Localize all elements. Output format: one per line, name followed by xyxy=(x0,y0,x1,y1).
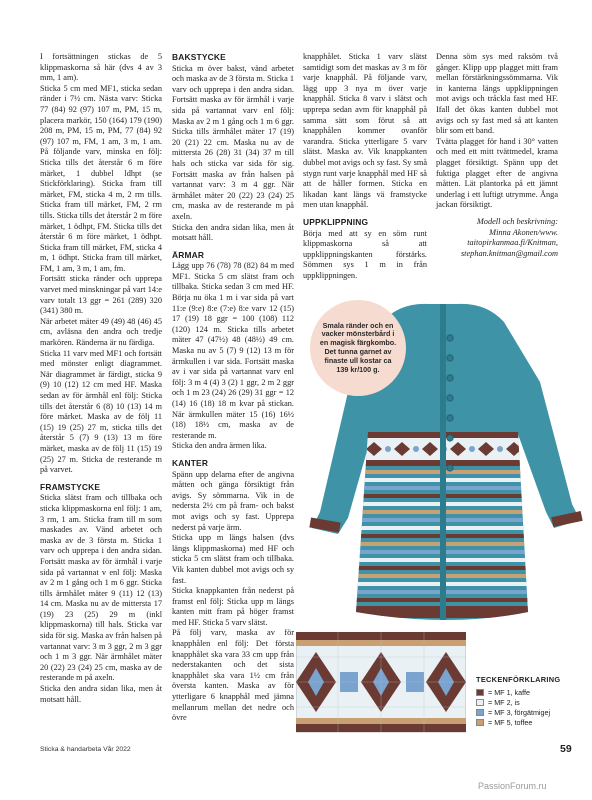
section-heading-framstycke: FRAMSTYCKE xyxy=(40,481,101,492)
swatch-mf2 xyxy=(476,699,484,706)
paragraph: På följ varv, maska av för knapphålen enl följ: Det första knapphålet ska vara 33 cm upp från nederstakanten och det sista knapphålet ska vara 1½ cm från översta kanten. Maska av för ytterligare 6 knapphål med jämna mellanrum mellan det nedre och övre xyxy=(172,628,294,723)
section-heading-bakstycke: BAKSTYCKE xyxy=(172,52,226,62)
legend-item xyxy=(476,707,568,717)
paragraph: Sticka slätst fram och tillbaka och sticka klippmaskorna enl följ: 1 am, 3 rm, 1 am. Sticka fram till m som maskades av. Vänd arbetet och maska av de 3 första m. Sticka 1 varv och upprepa i den andra sidan. Fortsätt maska av för ärmhål i varje sida på vartannat v enl följ: Maska av 2 m 1 gång och 1 m 6 ggr. Sticka tills ärmhålet mäter 9 (11) 12 (13) 14 cm. Maska nu av de mittersta 17 (19) 23 (25) 29 m (inkl klippmaskorna) till hals. Sticka var sida för sig. Maska av från halsen på vartannat varv: 3 m 3 ggr, 2 m 3 ggr och 1 m 3 ggr. När ärmhålet mäter 20 (22) 23 (24) 25 cm, maska av de resterande m på axeln. xyxy=(40,493,162,683)
paragraph: Lägg upp 76 (78) 78 (82) 84 m med MF1. Sticka 5 cm slätst fram och tillbaka. Sticka sedan 3 cm med HF. Börja nu öka 1 m i var sida på vart 11:e (9:e) 8:e (7:e) 8:e varv 12 (15) 17 (19) 18 ggr = 100 (108) 112 (120) 124 m. Sticka tills arbetet mäter 47 (47½) 48 (48½) 49 cm. Maska nu av 5 (7) 9 (12) 13 m för ärmkullen i var sida. Fortsätt maska av i var sida på vartannat varv enl följ: 3 m 4 (4) 3 (2) 1 ggr, 2 m 2 ggr och 1 m 23 (24) 26 (29) 31 ggr = 12 (14) 16 (18) 18 m kvar på stickan. När ärmkullen mäter 15 (16) 16½ (18) 18½ cm, maska av de resterande m. xyxy=(172,261,294,440)
swatch-mf3 xyxy=(476,709,484,716)
paragraph: Sticka m över bakst, vänd arbetet och maska av de 3 första m. Sticka 1 varv och upprepa i den andra sidan. Fortsätt maska av för ärmhål i varje sida på vartannat varv enl följ: Maska av 2 m 1 gång och 1 m 6 ggr. Sticka tills ärmhålet mäter 17 (19) 20 (21) 22 cm. Maska nu av de mittersta 26 (28) 31 (34) 37 m till hals och sticka var sida för sig. Fortsätt maska av från halsen på vartannat varv: 3 m 4 ggr. När ärmhålet mäter 20 (22) 23 (24) 25 cm, maska av de resterande m på axeln. xyxy=(172,63,294,221)
paragraph: Sticka knappkanten från nederst på framst enl följ: Sticka upp m längs kanten mitt fram på höger framst med HF. Sticka 5 varv slätst. xyxy=(172,586,294,627)
paragraph: När arbetet mäter 49 (49) 48 (46) 45 cm, avläsna den andra och tredje markören. Ränderna är nu färdiga. xyxy=(40,316,162,348)
paragraph: Sticka 11 varv med MF1 och fortsätt med mönster enligt diagrammet. När diagrammet är färdigt, sticka 9 (9) 10 (12) 12 cm med HF. Maska sedan av för ärmhål enl följ: Sticka tills det återstår 6 (8) 10 (13) 14 m före märket. Maska av de följ 11 (15) 19 (25) 27 m, sticka tills det återstår 5 (7) 9 (13) 13 m före märket, maska av de följ 11 (15) 19 (25) 27 m. Sticka de resterande m på varvet. xyxy=(40,348,162,475)
text-column-2 xyxy=(172,52,294,724)
credit-line: taitopirkanmaa.fi/Knitman, xyxy=(467,238,558,248)
paragraph: Sticka den andra ärmen lika. xyxy=(172,441,267,451)
legend-label: = MF 1, kaffe xyxy=(488,687,531,697)
legend-title: TECKENFÖRKLARING xyxy=(476,675,561,684)
paragraph: Sticka 5 cm med MF1, sticka sedan ränder i 7½ cm. Nästa varv: Sticka 77 (84) 92 (97) 107 m, PM, 15 m, placera markör, 150 (164) 179 (190) 208 m, PM, 15 m, PM, 77 (84) 92 (97) 107 m, FM, 1 am, 3 m, 1 am. På följande varv, minska en följ: Sticka tills det återstår 6 m före märket, 1 dubbel ldhpt (se Stickförklaring). Sticka fram till märket, FM, sticka 4 m, 2 rm tills. Sticka fram till märket, FM, 2 rm tills. Sticka tills det återstår 2 m före märket, 1 ödhpt, FM. Sticka tills det återstår 6 m före märket, 1 ödhpt. Sticka fram till märket, FM, sticka 4 m, 1 ödhpt. Sticka fram till märket, FM, 1 am, 3 m, 1 am, fm. xyxy=(40,83,162,273)
paragraph: Denna söm sys med raksöm två gånger. Klipp upp plagget mitt fram mellan förstärkningssömmarna. Vik in kanterna längs uppklippningen mot avigs och tråckla fast med HF. Ifall det ökas kanten dubbel mot avigs och sy fast med så att kanten blir som ett band. xyxy=(436,52,558,136)
legend-item xyxy=(476,717,568,727)
chart-legend xyxy=(476,675,568,727)
swatch-mf5 xyxy=(476,719,484,726)
section-heading-uppklippning: UPPKLIPPNING xyxy=(303,216,369,227)
credit-block xyxy=(436,217,558,259)
knitting-pattern-chart xyxy=(296,632,466,742)
page-number: 59 xyxy=(560,743,572,755)
legend-item xyxy=(476,697,568,707)
paragraph: knapphålet. Sticka 1 varv slätst samtidigt som det maskas av 3 m för varje knapphål. På följande varv, lägg upp 3 nya m över varje knapphål. Sticka 8 varv i slätst och upprepa sedan avm för knapphål på samma sätt som förut så att knapphålen kommer ovanför varandra. Sticka ytterligare 5 varv slätst. Maska av. Vik knappkanten dubbel mot avigs och sy fast. Sy små stygn runt varje knapphål med HF så att de håller formen. Sticka en likadan kant längs vä framstycke men utan knapphål. xyxy=(303,52,427,210)
credit-line: Modell och beskrivning: xyxy=(476,216,558,226)
section-heading-armar: ÄRMAR xyxy=(172,249,205,260)
paragraph: Sticka upp m längs halsen (dvs längs klippmaskorna) med HF och sticka 5 cm slätst fram och tillbaka. Vik kanten dubbel mot avigs och sy fast. xyxy=(172,533,294,585)
paragraph: Spänn upp delarna efter de angivna måtten och gänga försiktigt från avigs. Sy sömmarna. Vik in de nedersta 2½ cm på fram- och bakst mot avigs och sy fast. Upprepa nederst på varje ärm. xyxy=(172,469,294,532)
paragraph: Tvätta plagget för hand i 30° vatten och med ett mitt tvättmedel, krama plagget försiktigt. Spänn upp det fuktiga plagget efter de angivna måtten. Lät plantorka på ett jämnt underlag i ett luftigt utrymme. Ånga jackan försiktigt. xyxy=(436,136,558,210)
text-column-1 xyxy=(40,52,162,705)
paragraph: Fortsätt sticka ränder och upprepa varvet med minskningar på vart 14:e varv totalt 13 ggr = 261 (289) 320 (341) 380 m. xyxy=(40,274,162,316)
credit-line: Minna Akonen/www. xyxy=(489,227,558,237)
credit-line: stephan.knitman@gmail.com xyxy=(460,248,558,258)
magazine-footer: Sticka & handarbeta Vår 2022 xyxy=(40,746,131,753)
text-column-3 xyxy=(303,52,427,281)
section-heading-kanter: KANTER xyxy=(172,457,209,468)
legend-item xyxy=(476,687,568,697)
paragraph: Börja med att sy en söm runt klippmaskorna så att uppklippningskanten förstärks. Sömmen sys 1 m in från uppklippningen. xyxy=(303,228,427,280)
swatch-mf1 xyxy=(476,689,484,696)
legend-label: = MF 3, förgätmigej xyxy=(488,707,551,717)
paragraph: Sticka den andra sidan lika, men åt motsatt håll. xyxy=(172,222,294,243)
text-column-4 xyxy=(436,52,558,259)
watermark: PassionForum.ru xyxy=(478,781,547,791)
legend-label: = MF 2, is xyxy=(488,697,520,707)
paragraph: I fortsättningen stickas de 5 klippmaskorna så här (dvs 4 av 3 mm, 1 am). xyxy=(40,52,162,83)
paragraph: Sticka den andra sidan lika, men åt motsatt håll. xyxy=(40,684,162,704)
callout-bubble: Smala ränder och en vacker mönsterbård i en magisk färgkombo. Det tunna garnet av finaste ull kostar ca 139 kr/100 g. xyxy=(310,300,406,396)
legend-label: = MF 5, toffee xyxy=(488,717,533,727)
